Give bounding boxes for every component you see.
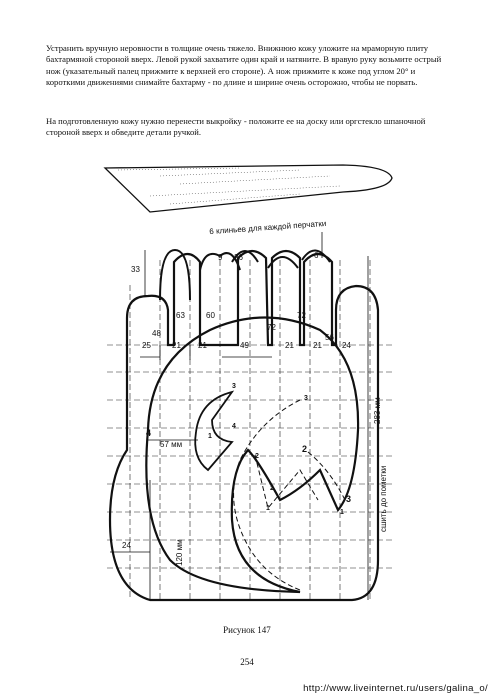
dim-21d: 21 xyxy=(313,341,322,350)
page-number: 254 xyxy=(240,657,254,667)
dim-63: 63 xyxy=(176,311,185,320)
dim-26: 26 xyxy=(234,253,243,262)
mark-2c: 2 xyxy=(270,485,274,492)
dim-6: 6 xyxy=(314,251,319,260)
dim-21a: 21 xyxy=(172,341,181,350)
dim-25: 25 xyxy=(142,341,151,350)
gusset-caption: 6 клиньев для каждой перчатки xyxy=(209,218,327,237)
dim-72a: 72 xyxy=(267,323,276,332)
dim-60: 60 xyxy=(206,311,215,320)
dim-57: 57 мм xyxy=(160,440,183,449)
dim-21c: 21 xyxy=(285,341,294,350)
dim-283: 283 мм xyxy=(373,397,382,424)
dim-24b: 24 xyxy=(122,541,131,550)
mark-2a: 2 xyxy=(255,453,259,460)
body-paragraph-2: На подготовленную кожу нужно перенести выкройку - положите ее на доску или оргстекло шпаночной стороной вверх и обведите детали ручкой. xyxy=(46,116,426,138)
mark-2b: 2 xyxy=(302,444,308,454)
dim-21b: 21 xyxy=(198,341,207,350)
dim-49: 49 xyxy=(240,341,249,350)
mark-3b: 3 xyxy=(304,395,308,402)
mark-4b: 4 xyxy=(232,423,236,430)
dim-33: 33 xyxy=(131,265,140,274)
mark-3a: 3 xyxy=(232,383,236,390)
mark-1c: 1 xyxy=(340,509,344,516)
mark-4: 4 xyxy=(146,428,152,438)
source-url: http://www.liveinternet.ru/users/galina_o/ xyxy=(303,683,488,694)
dim-24a: 24 xyxy=(342,341,351,350)
mark-1b: 1 xyxy=(266,505,270,512)
dim-48: 48 xyxy=(152,329,161,338)
figure-caption: Рисунок 147 xyxy=(223,625,271,635)
dim-56: 56 xyxy=(325,333,334,342)
body-paragraph-1: Устранить вручную неровности в толщине очень тяжело. Внижнюю кожу уложите на мраморную плиту бахтармяной стороной вверх. Левой рукой захватите один край и натяните. В вравую руку возьмите острый нож (указательный палец прижмите к верхней его стороне). А нож прижмите к коже под углом 20° и короткими движениями снимайте бахтарму - по длине и ширине очень осторожно, чтобы не порвать. xyxy=(46,43,442,87)
sew-note: сшить до пометки xyxy=(379,465,388,532)
gusset-strip xyxy=(105,165,392,212)
dim-72b: 72 xyxy=(297,311,306,320)
mark-1a: 1 xyxy=(208,433,212,440)
mark-3c: 3 xyxy=(346,494,352,504)
dim-9: 9 xyxy=(218,253,223,262)
dim-120: 120 мм xyxy=(175,539,184,566)
